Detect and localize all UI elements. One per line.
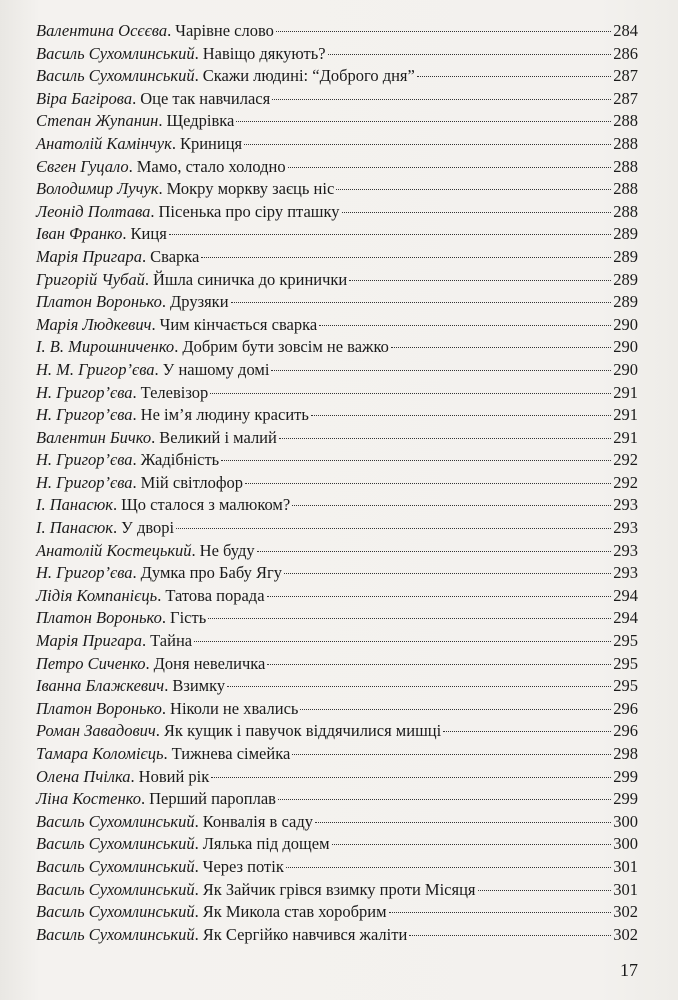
toc-separator: .: [141, 789, 146, 809]
dot-leader: [478, 890, 612, 891]
toc-separator: .: [194, 856, 199, 876]
dot-leader: [176, 528, 611, 529]
dot-leader: [201, 257, 611, 258]
toc-author: Василь Сухомлинський: [36, 902, 195, 922]
toc-title: Ніколи не хвались: [170, 698, 299, 718]
dot-leader: [286, 867, 611, 868]
toc-entry: [36, 517, 638, 540]
toc-separator: .: [132, 88, 137, 108]
toc-author: Роман Завадович: [36, 721, 156, 741]
toc-title: Пісенька про сіру пташку: [158, 201, 340, 221]
toc-entry: [36, 427, 638, 450]
toc-title: Тайна: [150, 631, 193, 651]
toc-title: Чим кінчається сварка: [159, 314, 318, 334]
toc-separator: .: [161, 608, 167, 628]
dot-leader: [292, 754, 611, 755]
toc-page-number: 299: [613, 766, 638, 786]
toc-entry: [36, 720, 638, 743]
toc-author: Віра Багірова: [36, 88, 133, 108]
toc-entry: [36, 269, 638, 292]
toc-separator: .: [194, 924, 199, 944]
dot-leader: [349, 280, 611, 281]
dot-leader: [210, 393, 611, 394]
toc-title: Сварка: [150, 246, 200, 266]
toc-title: Криниця: [179, 133, 243, 153]
toc-entry: [36, 449, 638, 472]
toc-page-number: 292: [613, 472, 638, 492]
toc-title: Не ім’я людину красить: [140, 405, 309, 425]
dot-leader: [272, 99, 611, 100]
dot-leader: [169, 234, 611, 235]
toc-entry: [36, 178, 638, 201]
dot-leader: [267, 664, 611, 665]
toc-author: Василь Сухомлинський: [36, 811, 195, 831]
toc-title: Чарівне слово: [175, 21, 274, 40]
toc-entry: [36, 698, 638, 721]
toc-title: Новий рік: [138, 766, 210, 786]
toc-entry: [36, 653, 638, 676]
dot-leader: [257, 551, 612, 552]
dot-leader: [311, 415, 611, 416]
toc-author: Платон Воронько: [36, 698, 162, 718]
toc-separator: .: [163, 744, 168, 763]
dot-leader: [284, 573, 611, 574]
toc-separator: .: [194, 902, 199, 922]
toc-separator: .: [161, 292, 167, 312]
toc-page-number: 295: [613, 653, 638, 673]
toc-title: Добрим бути зовсім не важко: [182, 337, 389, 357]
toc-separator: .: [194, 43, 199, 63]
toc-separator: .: [167, 21, 172, 40]
toc-title: Жадібність: [140, 450, 220, 470]
toc-separator: .: [132, 382, 137, 402]
toc-author: І. Панасюк: [36, 518, 114, 538]
toc-author: Євген Гуцало: [36, 156, 129, 176]
toc-title: Киця: [130, 224, 167, 244]
toc-page-number: 288: [613, 179, 638, 199]
toc-separator: .: [164, 676, 169, 696]
toc-page-number: 288: [613, 111, 638, 131]
toc-separator: .: [157, 585, 162, 605]
toc-title: Мокру моркву заєць ніс: [166, 179, 335, 199]
dot-leader: [443, 731, 611, 732]
toc-separator: .: [145, 653, 150, 673]
toc-title: Конвалія в саду: [202, 811, 313, 831]
toc-entry: [36, 43, 638, 66]
toc-title: Через потік: [202, 856, 284, 876]
toc-separator: .: [161, 698, 167, 718]
toc-entry: [36, 924, 638, 947]
toc-author: Володимир Лучук: [36, 179, 159, 199]
toc-entry: [36, 404, 638, 427]
toc-page-number: 291: [613, 427, 638, 447]
toc-title: Телевізор: [140, 382, 209, 402]
toc-title: У нашому домі: [162, 359, 270, 379]
toc-page-number: 289: [613, 224, 638, 244]
toc-page-number: 302: [613, 924, 638, 944]
dot-leader: [292, 505, 611, 506]
toc-separator: .: [194, 66, 199, 86]
dot-leader: [208, 618, 611, 619]
toc-separator: .: [151, 427, 156, 447]
toc-author: Валентина Осєєва: [36, 21, 168, 40]
toc-title: Скажи людині: “Доброго дня”: [202, 66, 415, 86]
toc-author: Платон Воронько: [36, 292, 162, 312]
toc-title: Гість: [170, 608, 207, 628]
toc-separator: .: [113, 495, 118, 515]
toc-author: Марія Пригара: [36, 631, 142, 651]
toc-author: Василь Сухомлинський: [36, 856, 195, 876]
toc-page-number: 284: [613, 21, 638, 40]
toc-entry: [36, 856, 638, 879]
toc-entry: [36, 743, 638, 766]
toc-title: Доня невеличка: [153, 653, 266, 673]
toc-entry: [36, 562, 638, 585]
toc-page-number: 296: [613, 698, 638, 718]
toc-title: Друзяки: [170, 292, 229, 312]
toc-page-number: 289: [613, 246, 638, 266]
dot-leader: [271, 370, 611, 371]
dot-leader: [342, 212, 612, 213]
toc-separator: .: [122, 224, 127, 244]
toc-author: Василь Сухомлинський: [36, 834, 195, 854]
toc-author: Н. Григор’єва: [36, 563, 133, 583]
toc-author: І. Панасюк: [36, 495, 114, 515]
toc-author: Лідія Компанієць: [36, 585, 158, 605]
dot-leader: [211, 777, 611, 778]
toc-title: Не буду: [199, 540, 255, 560]
toc-entry: [36, 494, 638, 517]
toc-author: Петро Сиченко: [36, 653, 146, 673]
toc-author: Н. Григор’єва: [36, 405, 133, 425]
toc-page-number: 300: [613, 834, 638, 854]
toc-author: Ліна Костенко: [36, 789, 141, 809]
dot-leader: [278, 799, 611, 800]
toc-page-number: 298: [613, 744, 638, 763]
toc-entry: [36, 359, 638, 382]
toc-entry: [36, 540, 638, 563]
toc-page-number: 288: [613, 156, 638, 176]
toc-title: Як Микола став хоробрим: [202, 902, 387, 922]
toc-page-number: 287: [613, 88, 638, 108]
toc-title: Думка про Бабу Ягу: [140, 563, 283, 583]
page-number: 17: [620, 960, 638, 980]
toc-page-number: 288: [613, 201, 638, 221]
toc-page-number: 291: [613, 405, 638, 425]
dot-leader: [319, 325, 611, 326]
toc-page-number: 295: [613, 676, 638, 696]
toc-page-number: 302: [613, 902, 638, 922]
dot-leader: [336, 189, 611, 190]
toc-entry: [36, 156, 638, 179]
toc-separator: .: [194, 879, 199, 899]
toc-page-number: 292: [613, 450, 638, 470]
toc-author: Леонід Полтава: [36, 201, 151, 221]
toc-separator: .: [155, 721, 160, 741]
toc-title: Навіщо дякують?: [202, 43, 326, 63]
toc-separator: .: [194, 811, 199, 831]
toc-separator: .: [158, 179, 163, 199]
toc-separator: .: [113, 518, 118, 538]
toc-page-number: 286: [613, 43, 638, 63]
toc-author: Марія Людкевич: [36, 314, 152, 334]
toc-author: Григорій Чубай: [36, 269, 145, 289]
toc-entry: [36, 607, 638, 630]
toc-author: Марія Пригара: [36, 246, 142, 266]
toc-author: Василь Сухомлинський: [36, 43, 195, 63]
toc-author: Н. Григор’єва: [36, 450, 133, 470]
toc-author: Валентин Бичко: [36, 427, 152, 447]
dot-leader: [221, 460, 611, 461]
dot-leader: [315, 822, 611, 823]
dot-leader: [267, 596, 612, 597]
toc-entry: [36, 901, 638, 924]
toc-page-number: 290: [613, 314, 638, 334]
toc-page-number: 301: [613, 879, 638, 899]
dot-leader: [194, 641, 611, 642]
toc-title: Як кущик і павучок віддячилися мишці: [163, 721, 442, 741]
toc-title: Тижнева сімейка: [171, 744, 291, 763]
toc-entry: [36, 382, 638, 405]
toc-title: Перший пароплав: [149, 789, 276, 809]
toc-title: Мамо, стало холодно: [136, 156, 286, 176]
toc-author: Н. М. Григор’єва: [36, 359, 155, 379]
toc-separator: .: [132, 450, 137, 470]
toc-entry: [36, 65, 638, 88]
toc-entry: [36, 630, 638, 653]
dot-leader: [231, 302, 612, 303]
dot-leader: [389, 912, 612, 913]
dot-leader: [279, 438, 611, 439]
toc-entry: [36, 223, 638, 246]
dot-leader: [288, 167, 612, 168]
toc-separator: .: [174, 337, 179, 357]
toc-title: Татова порада: [165, 585, 265, 605]
toc-entry: [36, 291, 638, 314]
toc-page-number: 299: [613, 789, 638, 809]
toc-entry: [36, 675, 638, 698]
toc-separator: .: [144, 269, 149, 289]
dot-leader: [236, 121, 611, 122]
toc-entry: [36, 133, 638, 156]
toc-author: Анатолій Костецький: [36, 540, 192, 560]
toc-entry: [36, 472, 638, 495]
toc-entry: [36, 314, 638, 337]
toc-page-number: 293: [613, 518, 638, 538]
toc-separator: .: [130, 766, 135, 786]
toc-separator: .: [128, 156, 133, 176]
toc-entry: [36, 246, 638, 269]
toc-author: Іван Франко: [36, 224, 123, 244]
toc-author: Тамара Коломієць: [36, 744, 164, 763]
toc-page-number: 301: [613, 856, 638, 876]
toc-page-number: 293: [613, 495, 638, 515]
toc-page-number: 290: [613, 337, 638, 357]
toc-separator: .: [151, 314, 156, 334]
toc-page-number: 293: [613, 540, 638, 560]
toc-page-number: 293: [613, 563, 638, 583]
toc-author: І. В. Мирошниченко: [36, 337, 175, 357]
toc-title: Щедрівка: [166, 111, 235, 131]
toc-author: Василь Сухомлинський: [36, 924, 195, 944]
toc-title: Як Зайчик грівся взимку проти Місяця: [202, 879, 476, 899]
toc-page-number: 289: [613, 269, 638, 289]
toc-author: Степан Жупанин: [36, 111, 159, 131]
toc-title: Лялька під дощем: [202, 834, 330, 854]
toc-entry: [36, 585, 638, 608]
toc-entry: [36, 766, 638, 789]
dot-leader: [300, 709, 611, 710]
toc-author: Василь Сухомлинський: [36, 66, 195, 86]
toc-entry: [36, 879, 638, 902]
toc-page-number: 296: [613, 721, 638, 741]
toc-title: Мій світлофор: [140, 472, 244, 492]
toc-entry: [36, 201, 638, 224]
dot-leader: [244, 144, 611, 145]
toc-entry: [36, 110, 638, 133]
toc-page-number: 287: [613, 66, 638, 86]
toc-entry: [36, 88, 638, 111]
toc-entry: [36, 811, 638, 834]
dot-leader: [332, 844, 612, 845]
table-of-contents: [36, 20, 638, 946]
toc-entry: [36, 20, 638, 43]
toc-title: Йшла синичка до кринички: [152, 269, 348, 289]
dot-leader: [227, 686, 611, 687]
toc-separator: .: [154, 359, 159, 379]
toc-separator: .: [132, 563, 137, 583]
toc-separator: .: [194, 834, 199, 854]
toc-separator: .: [132, 405, 137, 425]
toc-title: Оце так навчилася: [140, 88, 271, 108]
toc-author: Анатолій Камінчук: [36, 133, 172, 153]
toc-author: Іванна Блажкевич: [36, 676, 165, 696]
toc-entry: [36, 788, 638, 811]
toc-title: Взимку: [172, 676, 226, 696]
dot-leader: [409, 935, 611, 936]
toc-page-number: 300: [613, 811, 638, 831]
toc-page-number: 290: [613, 359, 638, 379]
toc-title: Великий і малий: [159, 427, 277, 447]
toc-title: У дворі: [121, 518, 175, 538]
dot-leader: [417, 76, 611, 77]
dot-leader: [391, 347, 611, 348]
toc-author: Платон Воронько: [36, 608, 162, 628]
toc-page-number: 295: [613, 631, 638, 651]
toc-page-number: 288: [613, 133, 638, 153]
toc-page-number: 291: [613, 382, 638, 402]
dot-leader: [328, 54, 612, 55]
toc-page-number: 294: [613, 585, 638, 605]
toc-title: Як Сергійко навчився жаліти: [202, 924, 408, 944]
toc-title: Що сталося з малюком?: [121, 495, 291, 515]
toc-separator: .: [132, 472, 137, 492]
toc-separator: .: [171, 133, 176, 153]
toc-separator: .: [191, 540, 196, 560]
dot-leader: [276, 31, 611, 32]
toc-separator: .: [142, 631, 147, 651]
toc-separator: .: [142, 246, 147, 266]
toc-author: Олена Пчілка: [36, 766, 131, 786]
toc-entry: [36, 336, 638, 359]
toc-separator: .: [158, 111, 163, 131]
toc-author: Н. Григор’єва: [36, 382, 133, 402]
toc-separator: .: [150, 201, 155, 221]
toc-author: Василь Сухомлинський: [36, 879, 195, 899]
toc-entry: [36, 833, 638, 856]
toc-page-number: 289: [613, 292, 638, 312]
dot-leader: [245, 483, 611, 484]
toc-page-number: 294: [613, 608, 638, 628]
toc-author: Н. Григор’єва: [36, 472, 133, 492]
